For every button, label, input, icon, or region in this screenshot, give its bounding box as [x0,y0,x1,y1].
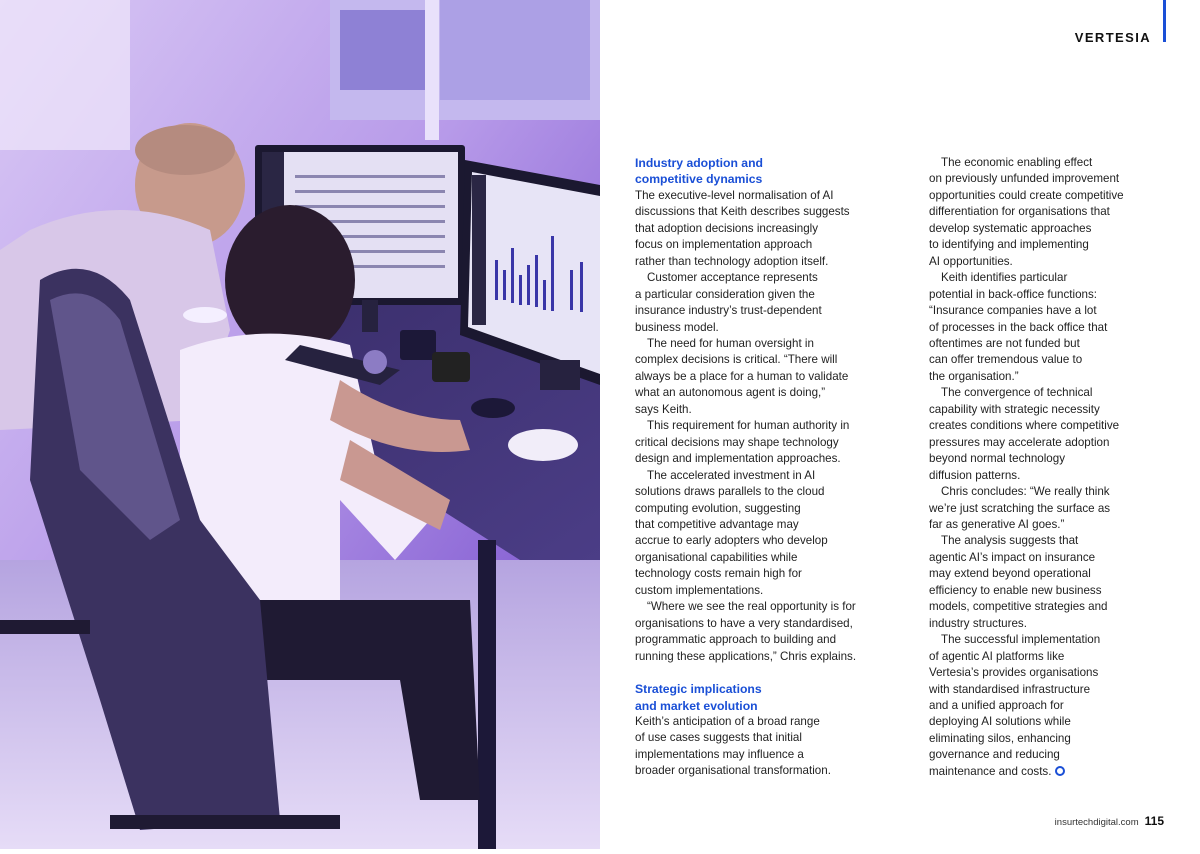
footer-site: insurtechdigital.com [1054,817,1139,828]
paragraph: “Where we see the real opportunity is for organisations to have a very standardised, programmatic approach to building and running these applications,” Chris explains. [635,600,857,663]
page-footer [1055,814,1164,828]
text-column-1 [635,155,877,780]
brand-name: VERTESIA [1074,30,1151,45]
paragraph: Keith’s anticipation of a broad range of use cases suggests that initial implementations may influence a broader organisational transformation. [635,714,831,778]
paragraph: The need for human oversight in complex decisions is critical. “There will always be a place for a human to validate what an autonomous agent is doing,” says Keith. [635,336,849,416]
paragraph: The analysis suggests that agentic AI’s impact on insurance may extend beyond operational efficiency to enable new business models, competitive strategies and industry structures. [929,534,1108,630]
header-accent-rule [1163,0,1166,42]
end-of-article-circle-icon [1055,766,1065,776]
text-column-2 [929,155,1164,780]
paragraph: The convergence of technical capability with strategic necessity creates conditions where competitive pressures may accelerate adoption beyond normal technology diffusion patterns. [929,386,1120,482]
paragraph: Customer acceptance represents a particular consideration given the insurance industry’s trust-dependent business model. [635,271,822,334]
paragraph: The accelerated investment in AI solutions draws parallels to the cloud computing evolution, suggesting that competitive advantage may accrue to early adopters who develop organisational capabilities while technology costs remain high for custom implementations. [635,468,828,597]
section-heading-strategic-implications: Strategic implications and market evolution [635,682,762,713]
section-heading-industry-adoption: Industry adoption and competitive dynamics [635,156,763,187]
paragraph: This requirement for human authority in critical decisions may shape technology design and implementation approaches. [635,419,850,466]
paragraph: The economic enabling effect on previously unfunded improvement opportunities could create competitive differentiation for organisations that develop systematic approaches to identifying and implementing AI opportunities. [929,156,1124,268]
article-page [600,0,1200,849]
paragraph: Keith identifies particular potential in back-office functions: “Insurance companies have a lot of processes in the back office that oftentimes are not funded but can offer tremendous value to the organisation.” [929,271,1108,383]
paragraph: Chris concludes: “We really think we’re just scratching the surface as far as generative AI goes.” [929,485,1111,531]
page-number: 115 [1144,814,1164,828]
article-photo [0,0,600,849]
paragraph: The executive-level normalisation of AI discussions that Keith describes suggests that adoption decisions increasingly focus on implementation approach rather than technology adoption itself. [635,188,850,268]
paragraph-text: The successful implementation of agentic AI platforms like Vertesia’s provides organisations with standardised infrastructure and a unified approach for deploying AI solutions while eliminating silos, enhancing governance and reducing maintenance and costs. [929,633,1101,778]
last-paragraph [929,632,1164,780]
